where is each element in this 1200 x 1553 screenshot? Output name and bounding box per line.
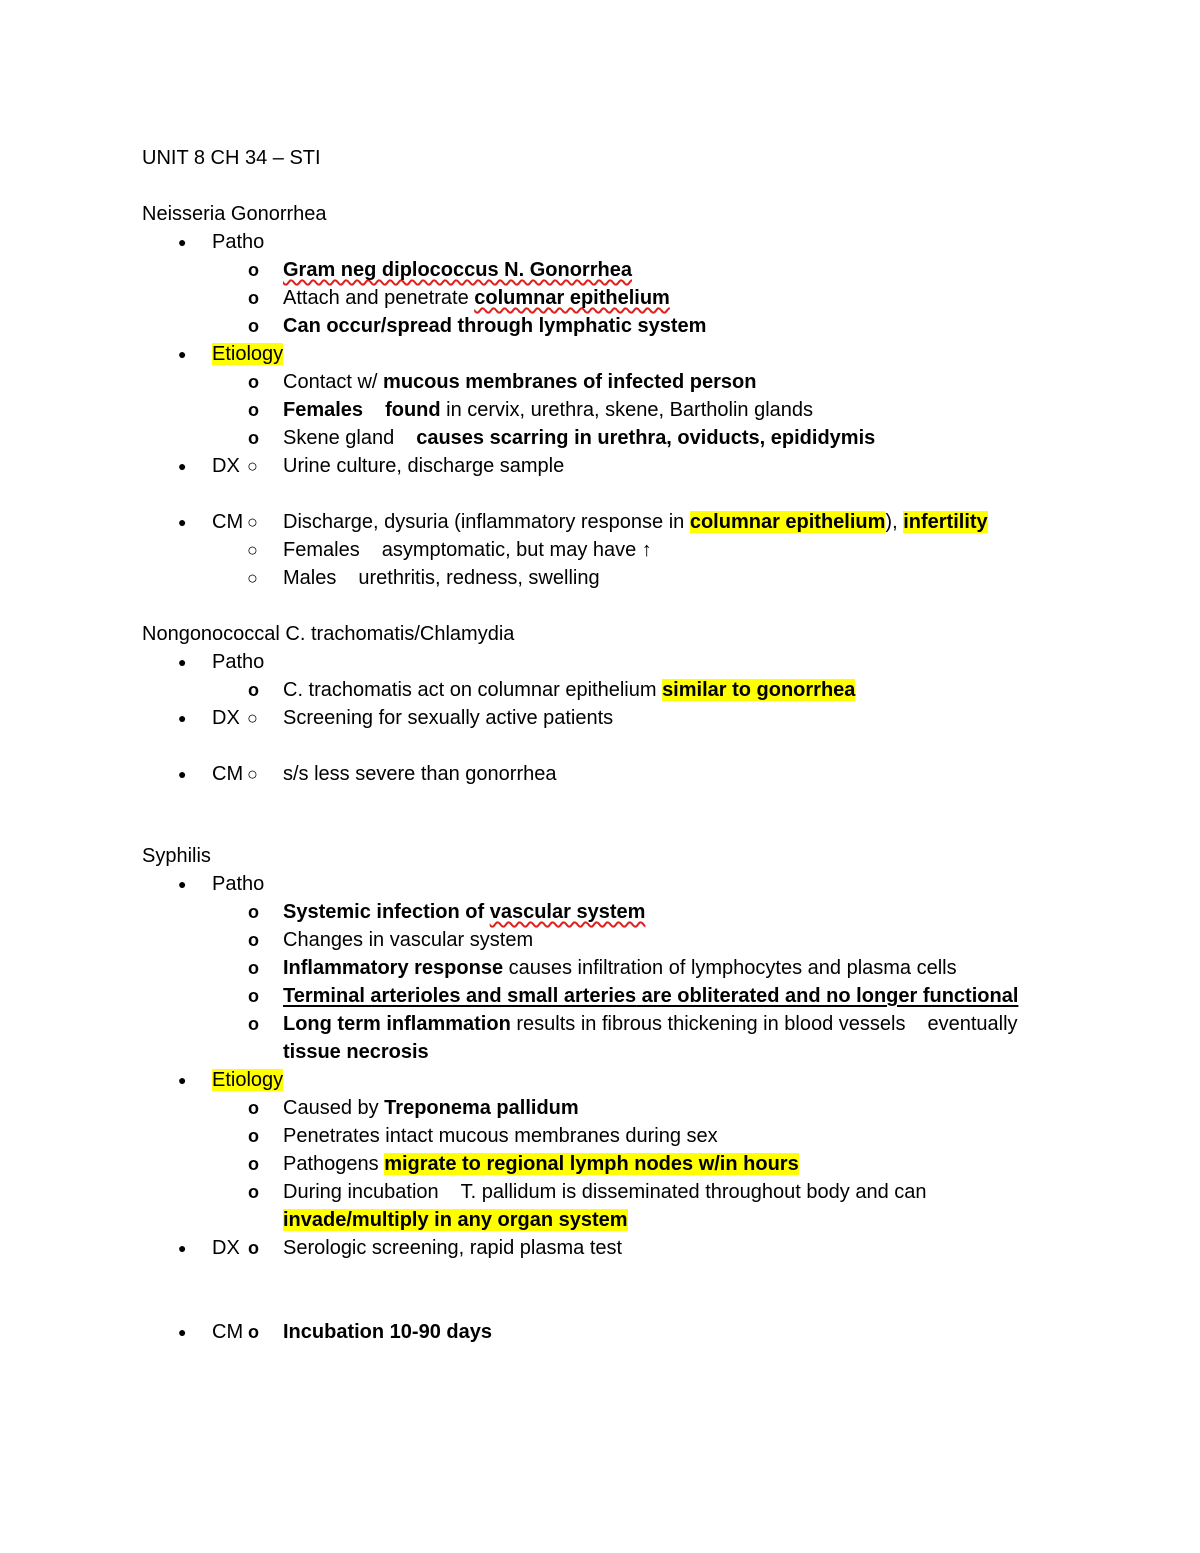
sub-bullet: o xyxy=(248,986,259,1006)
sub-bullet: o xyxy=(248,1182,259,1202)
list-item: Attach and penetrate columnar epithelium xyxy=(283,287,670,309)
sub-bullet: o xyxy=(248,400,259,420)
bullet: ● xyxy=(178,234,187,250)
dx-label: DX xyxy=(212,1237,240,1259)
list-item: Systemic infection of vascular system xyxy=(283,901,646,923)
sub-bullet: ○ xyxy=(247,764,258,784)
list-item: Discharge, dysuria (inflammatory response in columnar epithelium), infertility xyxy=(283,511,988,533)
bullet: ● xyxy=(178,876,187,892)
sub-bullet: ○ xyxy=(247,512,258,532)
list-item: Contact w/ mucous membranes of infected person xyxy=(283,371,757,393)
sub-bullet: o xyxy=(248,1322,259,1342)
etiology-label: Etiology xyxy=(212,1069,284,1091)
bullet: ● xyxy=(178,1240,187,1256)
sub-bullet: o xyxy=(248,1154,259,1174)
list-item-continuation: tissue necrosis xyxy=(283,1041,429,1063)
bullet: ● xyxy=(178,514,187,530)
sub-bullet: o xyxy=(248,316,259,336)
sub-bullet: o xyxy=(248,958,259,978)
sub-bullet: ○ xyxy=(247,456,258,476)
list-item: Penetrates intact mucous membranes during sex xyxy=(283,1125,718,1147)
sub-bullet: o xyxy=(248,902,259,922)
sub-bullet: o xyxy=(248,260,259,280)
list-item-continuation: invade/multiply in any organ system xyxy=(283,1209,628,1231)
cm-label: CM xyxy=(212,511,244,533)
list-item: Urine culture, discharge sample xyxy=(283,455,565,477)
list-item: Gram neg diplococcus N. Gonorrhea xyxy=(283,259,632,281)
bullet: ● xyxy=(178,1072,187,1088)
dx-label: DX xyxy=(212,455,240,477)
patho-label: Patho xyxy=(212,651,265,673)
list-item: During incubation T. pallidum is disseminated throughout body and can xyxy=(283,1181,927,1203)
bullet: ● xyxy=(178,346,187,362)
sub-bullet: o xyxy=(248,680,259,700)
cm-label: CM xyxy=(212,1321,244,1343)
patho-label: Patho xyxy=(212,873,265,895)
section-heading-gonorrhea: Neisseria Gonorrhea xyxy=(142,203,327,225)
list-item: C. trachomatis act on columnar epithelium similar to gonorrhea xyxy=(283,679,856,701)
bullet: ● xyxy=(178,766,187,782)
sub-bullet: o xyxy=(248,1238,259,1258)
list-item: Males urethritis, redness, swelling xyxy=(283,567,600,589)
sub-bullet: o xyxy=(248,372,259,392)
list-item: Females found in cervix, urethra, skene, Bartholin glands xyxy=(283,399,814,421)
bullet: ● xyxy=(178,710,187,726)
list-item: Inflammatory response causes infiltration of lymphocytes and plasma cells xyxy=(283,957,957,979)
dx-label: DX xyxy=(212,707,240,729)
cm-label: CM xyxy=(212,763,244,785)
page-title: UNIT 8 CH 34 – STI xyxy=(142,147,321,169)
list-item: Pathogens migrate to regional lymph nodes w/in hours xyxy=(283,1153,799,1175)
list-item: s/s less severe than gonorrhea xyxy=(283,763,557,785)
sub-bullet: ○ xyxy=(247,708,258,728)
sub-bullet: o xyxy=(248,930,259,950)
list-item: Can occur/spread through lymphatic system xyxy=(283,315,707,337)
bullet: ● xyxy=(178,654,187,670)
list-item: Serologic screening, rapid plasma test xyxy=(283,1237,623,1259)
patho-label: Patho xyxy=(212,231,265,253)
list-item: Skene gland causes scarring in urethra, oviducts, epididymis xyxy=(283,427,876,449)
section-heading-chlamydia: Nongonococcal C. trachomatis/Chlamydia xyxy=(142,623,515,645)
list-item: Long term inflammation results in fibrous thickening in blood vessels eventually xyxy=(283,1013,1018,1035)
sub-bullet: o xyxy=(248,428,259,448)
sub-bullet: ○ xyxy=(247,568,258,588)
sub-bullet: ○ xyxy=(247,540,258,560)
list-item: Caused by Treponema pallidum xyxy=(283,1097,579,1119)
list-item: Females asymptomatic, but may have ↑ xyxy=(283,539,652,561)
list-item: Incubation 10-90 days xyxy=(283,1321,492,1343)
list-item: Terminal arterioles and small arteries are obliterated and no longer functional xyxy=(283,985,1019,1007)
bullet: ● xyxy=(178,1324,187,1340)
sub-bullet: o xyxy=(248,1014,259,1034)
section-heading-syphilis: Syphilis xyxy=(142,845,211,867)
list-item: Screening for sexually active patients xyxy=(283,707,614,729)
sub-bullet: o xyxy=(248,288,259,308)
sub-bullet: o xyxy=(248,1126,259,1146)
bullet: ● xyxy=(178,458,187,474)
etiology-label: Etiology xyxy=(212,343,284,365)
sub-bullet: o xyxy=(248,1098,259,1118)
list-item: Changes in vascular system xyxy=(283,929,534,951)
